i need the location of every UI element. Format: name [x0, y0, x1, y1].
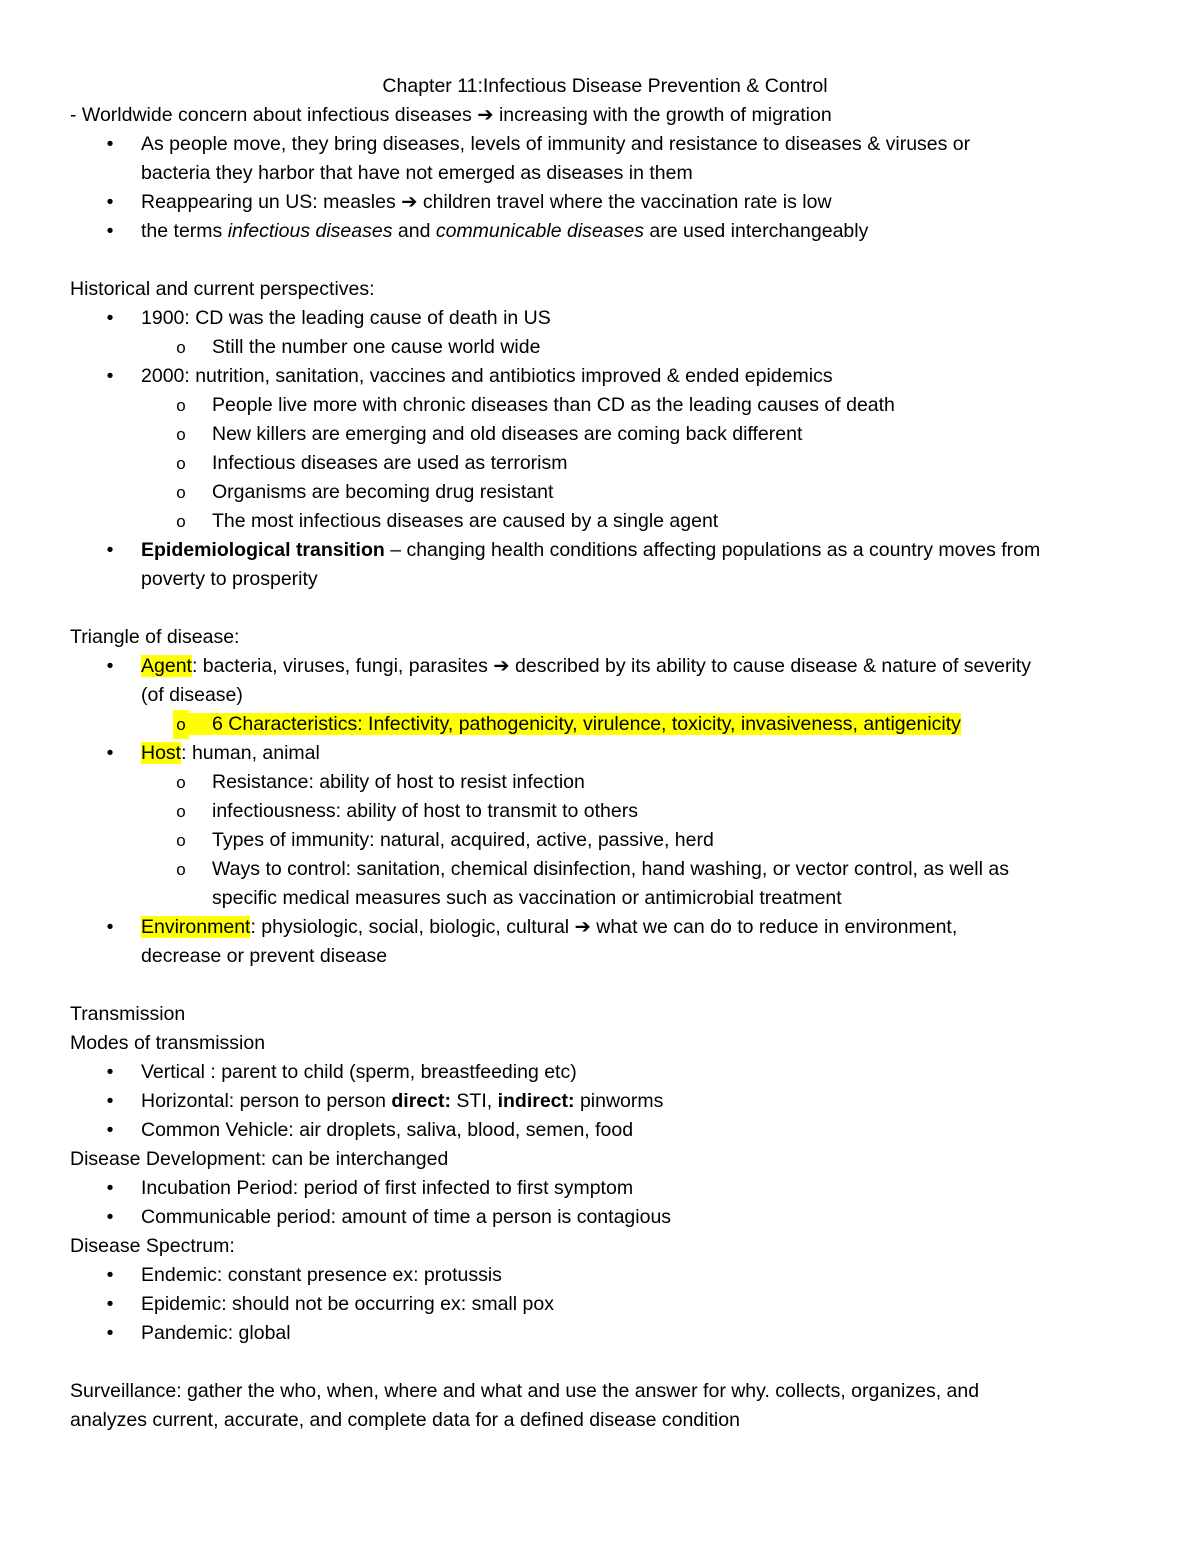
sub-item-text: Infectious diseases are used as terrorism [212, 452, 568, 474]
sub-item [70, 391, 1140, 420]
section-heading: Transmission [70, 1003, 186, 1025]
subsection-heading: Disease Development: can be interchanged [70, 1148, 449, 1170]
intro-line [70, 101, 1140, 130]
sub-item-text: Ways to control: sanitation, chemical disinfection, hand washing, or vector control, as well as [212, 858, 1009, 880]
bullet-icon: • [106, 655, 114, 677]
item-text: : physiologic, social, biologic, cultural [250, 916, 575, 938]
sub-item-text: Still the number one cause world wide [212, 336, 541, 358]
highlighted-term: Environment [141, 916, 251, 938]
sub-item [70, 420, 1140, 449]
sub-item-text: New killers are emerging and old diseases are coming back different [212, 423, 803, 445]
item-text-cont: described by its ability to cause disease & nature of severity [509, 655, 1031, 677]
bullet-icon: • [106, 307, 114, 329]
item-text-cont: decrease or prevent disease [141, 945, 388, 967]
circle-bullet-icon: o [176, 396, 186, 415]
item-text-cont: children travel where the vaccination rate is low [417, 191, 832, 213]
bullet-icon: • [106, 1090, 114, 1112]
circle-bullet-icon: o [176, 831, 186, 850]
circle-bullet-icon: o [176, 802, 186, 821]
item-text: : bacteria, viruses, fungi, parasites [191, 655, 494, 677]
list-item [70, 1261, 1140, 1290]
item-text: STI, [451, 1090, 498, 1112]
list-item [70, 217, 1140, 246]
bullet-icon: • [106, 1177, 114, 1199]
item-text: Horizontal: person to person [141, 1090, 392, 1112]
bullet-icon: • [106, 133, 114, 155]
item-text: and [392, 220, 436, 242]
item-text: 2000: nutrition, sanitation, vaccines and antibiotics improved & ended epidemics [141, 365, 833, 387]
surveillance-paragraph-cont: analyzes current, accurate, and complete data for a defined disease condition [70, 1409, 740, 1431]
item-text-cont: poverty to prosperity [141, 568, 318, 590]
circle-bullet-icon: o [176, 338, 186, 357]
italic-term: infectious diseases [227, 220, 393, 242]
circle-bullet-icon: o [176, 483, 186, 502]
sub-item [70, 826, 1140, 855]
sub-item-text: Resistance: ability of host to resist infection [212, 771, 585, 793]
highlighted-term: Agent [141, 655, 192, 677]
item-text: Incubation Period: period of first infected to first symptom [141, 1177, 634, 1199]
highlighted-sub-item-text: 6 Characteristics: Infectivity, pathogenicity, virulence, toxicity, invasiveness, antigenicity [189, 713, 961, 735]
sub-item [70, 855, 1140, 913]
bullet-icon: • [106, 191, 114, 213]
item-text: Vertical : parent to child (sperm, breastfeeding etc) [141, 1061, 577, 1083]
sub-item [70, 797, 1140, 826]
sub-item [70, 478, 1140, 507]
list-item [70, 536, 1140, 594]
circle-bullet-icon: o [176, 425, 186, 444]
item-text-cont: bacteria they harbor that have not emerged as diseases in them [141, 162, 693, 184]
list-item [70, 913, 1140, 971]
item-text: Pandemic: global [141, 1322, 291, 1344]
sub-item-text: Organisms are becoming drug resistant [212, 481, 554, 503]
list-item [70, 1087, 1140, 1116]
item-text: the terms [141, 220, 228, 242]
sub-item [70, 333, 1140, 362]
spacer [70, 971, 1140, 1000]
sub-item [70, 768, 1140, 797]
surveillance-paragraph: Surveillance: gather the who, when, where and what and use the answer for why. collects, organizes, and [70, 1380, 980, 1402]
section-heading: Historical and current perspectives: [70, 278, 375, 300]
document-page [70, 72, 1140, 1435]
list-item [70, 1058, 1140, 1087]
item-text: – changing health conditions affecting populations as a country moves from [384, 539, 1041, 561]
bold-term: indirect: [497, 1090, 575, 1112]
sub-item-text: People live more with chronic diseases than CD as the leading causes of death [212, 394, 895, 416]
sub-item-text: Types of immunity: natural, acquired, active, passive, herd [212, 829, 714, 851]
circle-bullet-icon: o [176, 773, 186, 792]
item-text: 1900: CD was the leading cause of death in US [141, 307, 551, 329]
bullet-icon: • [106, 1206, 114, 1228]
item-text: Reappearing un US: measles [141, 191, 402, 213]
spacer [70, 594, 1140, 623]
list-item [70, 130, 1140, 188]
spacer [70, 246, 1140, 275]
bullet-icon: • [106, 1264, 114, 1286]
sub-item-text: The most infectious diseases are caused by a single agent [212, 510, 719, 532]
bullet-icon: • [106, 1322, 114, 1344]
circle-bullet-icon: o [176, 512, 186, 531]
bullet-icon: • [106, 916, 114, 938]
italic-term: communicable diseases [435, 220, 644, 242]
list-item [70, 1116, 1140, 1145]
bullet-icon: • [106, 1293, 114, 1315]
subsection-heading: Disease Spectrum: [70, 1235, 235, 1257]
circle-bullet-icon: o [176, 454, 186, 473]
item-text: : human, animal [181, 742, 320, 764]
list-item [70, 1290, 1140, 1319]
item-text: As people move, they bring diseases, levels of immunity and resistance to diseases & viruses or [141, 133, 971, 155]
list-item [70, 304, 1140, 333]
sub-item [70, 449, 1140, 478]
sub-item [70, 507, 1140, 536]
sub-item-text-cont: specific medical measures such as vaccination or antimicrobial treatment [212, 887, 842, 909]
arrow-icon: ➔ [401, 191, 418, 213]
circle-bullet-icon: o [173, 710, 189, 739]
list-item [70, 1174, 1140, 1203]
item-text: pinworms [574, 1090, 664, 1112]
item-text: are used interchangeably [643, 220, 869, 242]
circle-bullet-icon: o [176, 860, 186, 879]
item-text: Common Vehicle: air droplets, saliva, blood, semen, food [141, 1119, 634, 1141]
list-item [70, 1319, 1140, 1348]
item-text-cont: (of disease) [141, 684, 243, 706]
highlighted-term: Host [141, 742, 182, 764]
intro-text: - Worldwide concern about infectious diseases [70, 104, 478, 126]
arrow-icon: ➔ [493, 655, 510, 677]
list-item [70, 652, 1140, 710]
intro-text-cont: increasing with the growth of migration [493, 104, 832, 126]
arrow-icon: ➔ [574, 916, 591, 938]
arrow-icon: ➔ [477, 104, 494, 126]
sub-item [70, 710, 1140, 739]
bullet-icon: • [106, 1119, 114, 1141]
bullet-icon: • [106, 365, 114, 387]
bullet-icon: • [106, 220, 114, 242]
item-text: Epidemic: should not be occurring ex: small pox [141, 1293, 554, 1315]
bold-term: direct: [391, 1090, 451, 1112]
bold-term: Epidemiological transition [141, 539, 385, 561]
spacer [70, 1348, 1140, 1377]
item-text-cont: what we can do to reduce in environment, [590, 916, 958, 938]
subsection-heading: Modes of transmission [70, 1032, 266, 1054]
bullet-icon: • [106, 539, 114, 561]
list-item [70, 362, 1140, 391]
bullet-icon: • [106, 742, 114, 764]
item-text: Communicable period: amount of time a person is contagious [141, 1206, 672, 1228]
sub-item-text: infectiousness: ability of host to transmit to others [212, 800, 638, 822]
list-item [70, 188, 1140, 217]
section-heading: Triangle of disease: [70, 626, 240, 648]
list-item [70, 1203, 1140, 1232]
item-text: Endemic: constant presence ex: protussis [141, 1264, 502, 1286]
page-title: Chapter 11:Infectious Disease Prevention & Control [382, 75, 828, 97]
list-item [70, 739, 1140, 768]
bullet-icon: • [106, 1061, 114, 1083]
